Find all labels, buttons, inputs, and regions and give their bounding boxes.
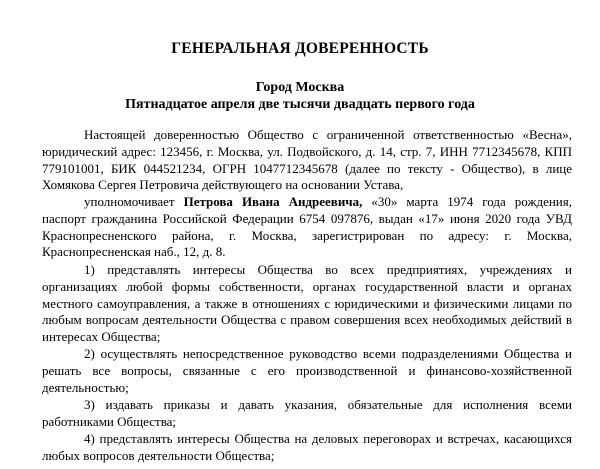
- list-item-2: 2) осуществлять непосредственное руководство всеми подразделениями Общества и решать все вопросы, связанные с его производственной и финансово-хозяйственной деятельностью;: [42, 346, 572, 395]
- paragraph-attorney-details: «30» марта 1974 года рождения, паспорт гражданина Российской Федерации 6754 097876, выдан «17» июня 2020 года УВД Краснопресненского района, г. Москва, зарегистрирован по адресу: г. Москва, Краснопресненская наб., 12, д. 8.: [42, 194, 572, 260]
- attorney-name: Петрова Ивана Андреевича,: [183, 194, 363, 209]
- paragraph-attorney-lead: уполномочивает: [84, 194, 184, 209]
- list-item-4: 4) представлять интересы Общества на деловых переговорах и встречах, касающихся любых вопросов деятельности Общества;: [42, 431, 572, 463]
- paragraph-attorney: [42, 194, 572, 261]
- paragraph-principal: Настоящей доверенностью Общество с ограниченной ответственностью «Весна», юридический адрес: 123456, г. Москва, ул. Подвойского, д. 14, стр. 7, ИНН 7712345678, КПП 779101001, БИК 044521234, ОГРН 1047712345678 (далее по тексту - Общество), в лице Хомякова Сергея Петровича действующего на основании Устава,: [42, 127, 572, 193]
- document-city: Город Москва: [255, 80, 345, 95]
- document-title: ГЕНЕРАЛЬНАЯ ДОВЕРЕННОСТЬ: [171, 40, 429, 57]
- list-item-1: 1) представлять интересы Общества во всех предприятиях, учреждениях и организациях любой формы собственности, органах государственной власти и органах местного самоуправления, а также в отношениях с юридическими и физическими лицами по любым вопросам деятельности Общества с правом совершения всех необходимых действий в интересах Общества;: [42, 262, 572, 345]
- document-date: Пятнадцатое апреля две тысячи двадцать первого года: [125, 97, 475, 112]
- list-item-3: 3) издавать приказы и давать указания, обязательные для исполнения всеми работниками Общества;: [42, 397, 572, 429]
